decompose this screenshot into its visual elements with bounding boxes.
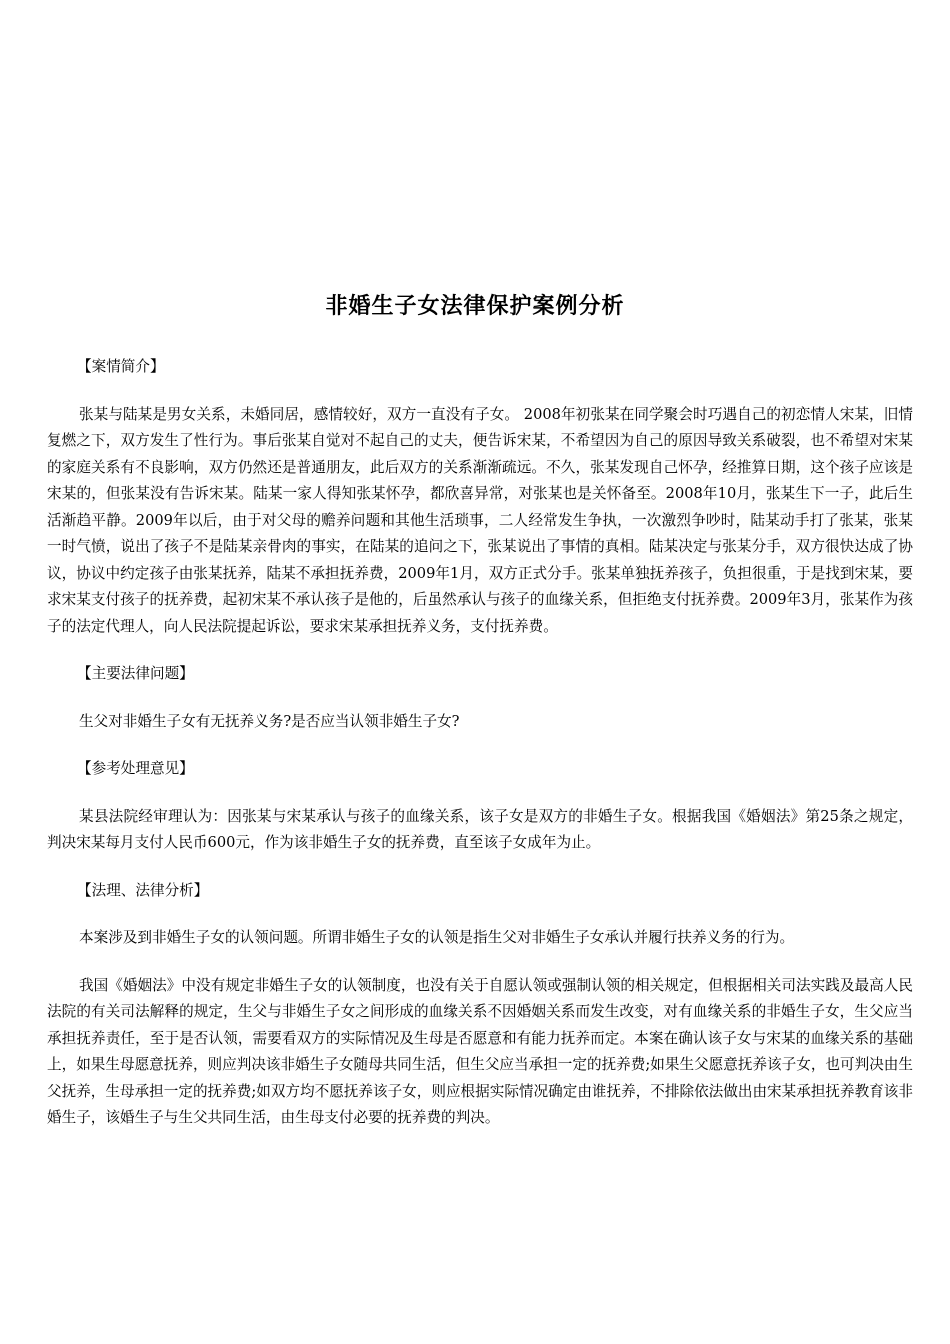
- section-heading: 【案情简介】: [77, 358, 165, 375]
- section-heading: 【主要法律问题】: [77, 665, 194, 682]
- document-body: [47, 354, 913, 1153]
- section-legal-issues: [47, 661, 913, 735]
- paragraph: 某县法院经审理认为：因张某与宋某承认与孩子的血缘关系，该子女是双方的非婚生子女。根据我国《婚姻法》第25条之规定，判决宋某每月支付人民币600元，作为该非婚生子女的抚养费，直至该子女成年为止。: [47, 807, 913, 851]
- paragraph: 张某与陆某是男女关系，未婚同居，感情较好，双方一直没有子女。 2008年初张某在同学聚会时巧遇自己的初恋情人宋某，旧情复燃之下，双方发生了性行为。事后张某自觉对不起自己的丈夫，便告诉宋某，不希望因为自己的原因导致关系破裂，也不希望对宋某的家庭关系有不良影响，双方仍然还是普通朋友，此后双方的关系渐渐疏远。不久，张某发现自己怀孕，经推算日期，这个孩子应该是宋某的，但张某没有告诉宋某。陆某一家人得知张某怀孕，都欣喜异常，对张某也是关怀备至。2008年10月，张某生下一子，此后生活渐趋平静。2009年以后，由于对父母的赡养问题和其他生活琐事，二人经常发生争执，一次激烈争吵时，陆某动手打了张某，张某一时气愤，说出了孩子不是陆某亲骨肉的事实，在陆某的追问之下，张某说出了事情的真相。陆某决定与张某分手，双方很快达成了协议，协议中约定孩子由张某抚养，陆某不承担抚养费，2009年1月，双方正式分手。张某单独抚养孩子，负担很重，于是找到宋某，要求宋某支付孩子的抚养费，起初宋某不承认孩子是他的，后虽然承认与孩子的血缘关系，但拒绝支付抚养费。2009年3月，张某作为孩子的法定代理人，向人民法院提起诉讼，要求宋某承担抚养义务，支付抚养费。: [47, 405, 913, 635]
- section-heading: 【法理、法律分析】: [77, 881, 209, 899]
- paragraph: 生父对非婚生子女有无抚养义务?是否应当认领非婚生子女?: [79, 712, 460, 730]
- document-title: 非婚生子女法律保护案例分析: [325, 294, 625, 319]
- section-reference-opinion: [47, 756, 913, 857]
- paragraph: 本案涉及到非婚生子女的认领问题。所谓非婚生子女的认领是指生父对非婚生子女承认并履行扶养义务的行为。: [79, 929, 795, 946]
- section-legal-analysis: [47, 878, 913, 1132]
- section-case-summary: [47, 354, 913, 640]
- paragraph: 我国《婚姻法》中没有规定非婚生子女的认领制度，也没有关于自愿认领或强制认领的相关规定，但根据相关司法实践及最高人民法院的有关司法解释的规定，生父与非婚生子女之间形成的血缘关系不因婚姻关系而发生改变，对有血缘关系的非婚生子女，生父应当承担抚养责任，至于是否认领，需要看双方的实际情况及生母是否愿意和有能力抚养而定。本案在确认该子女与宋某的血缘关系的基础上，如果生母愿意抚养，则应判决该非婚生子女随母共同生活，但生父应当承担一定的抚养费;如果生父愿意抚养该子女，也可判决由生父抚养，生母承担一定的抚养费;如双方均不愿抚养该子女，则应根据实际情况确定由谁抚养，不排除依法做出由宋某承担抚养教育该非婚生子，该婚生子与生父共同生活，由生母支付必要的抚养费的判决。: [47, 976, 913, 1126]
- section-heading: 【参考处理意见】: [77, 760, 194, 777]
